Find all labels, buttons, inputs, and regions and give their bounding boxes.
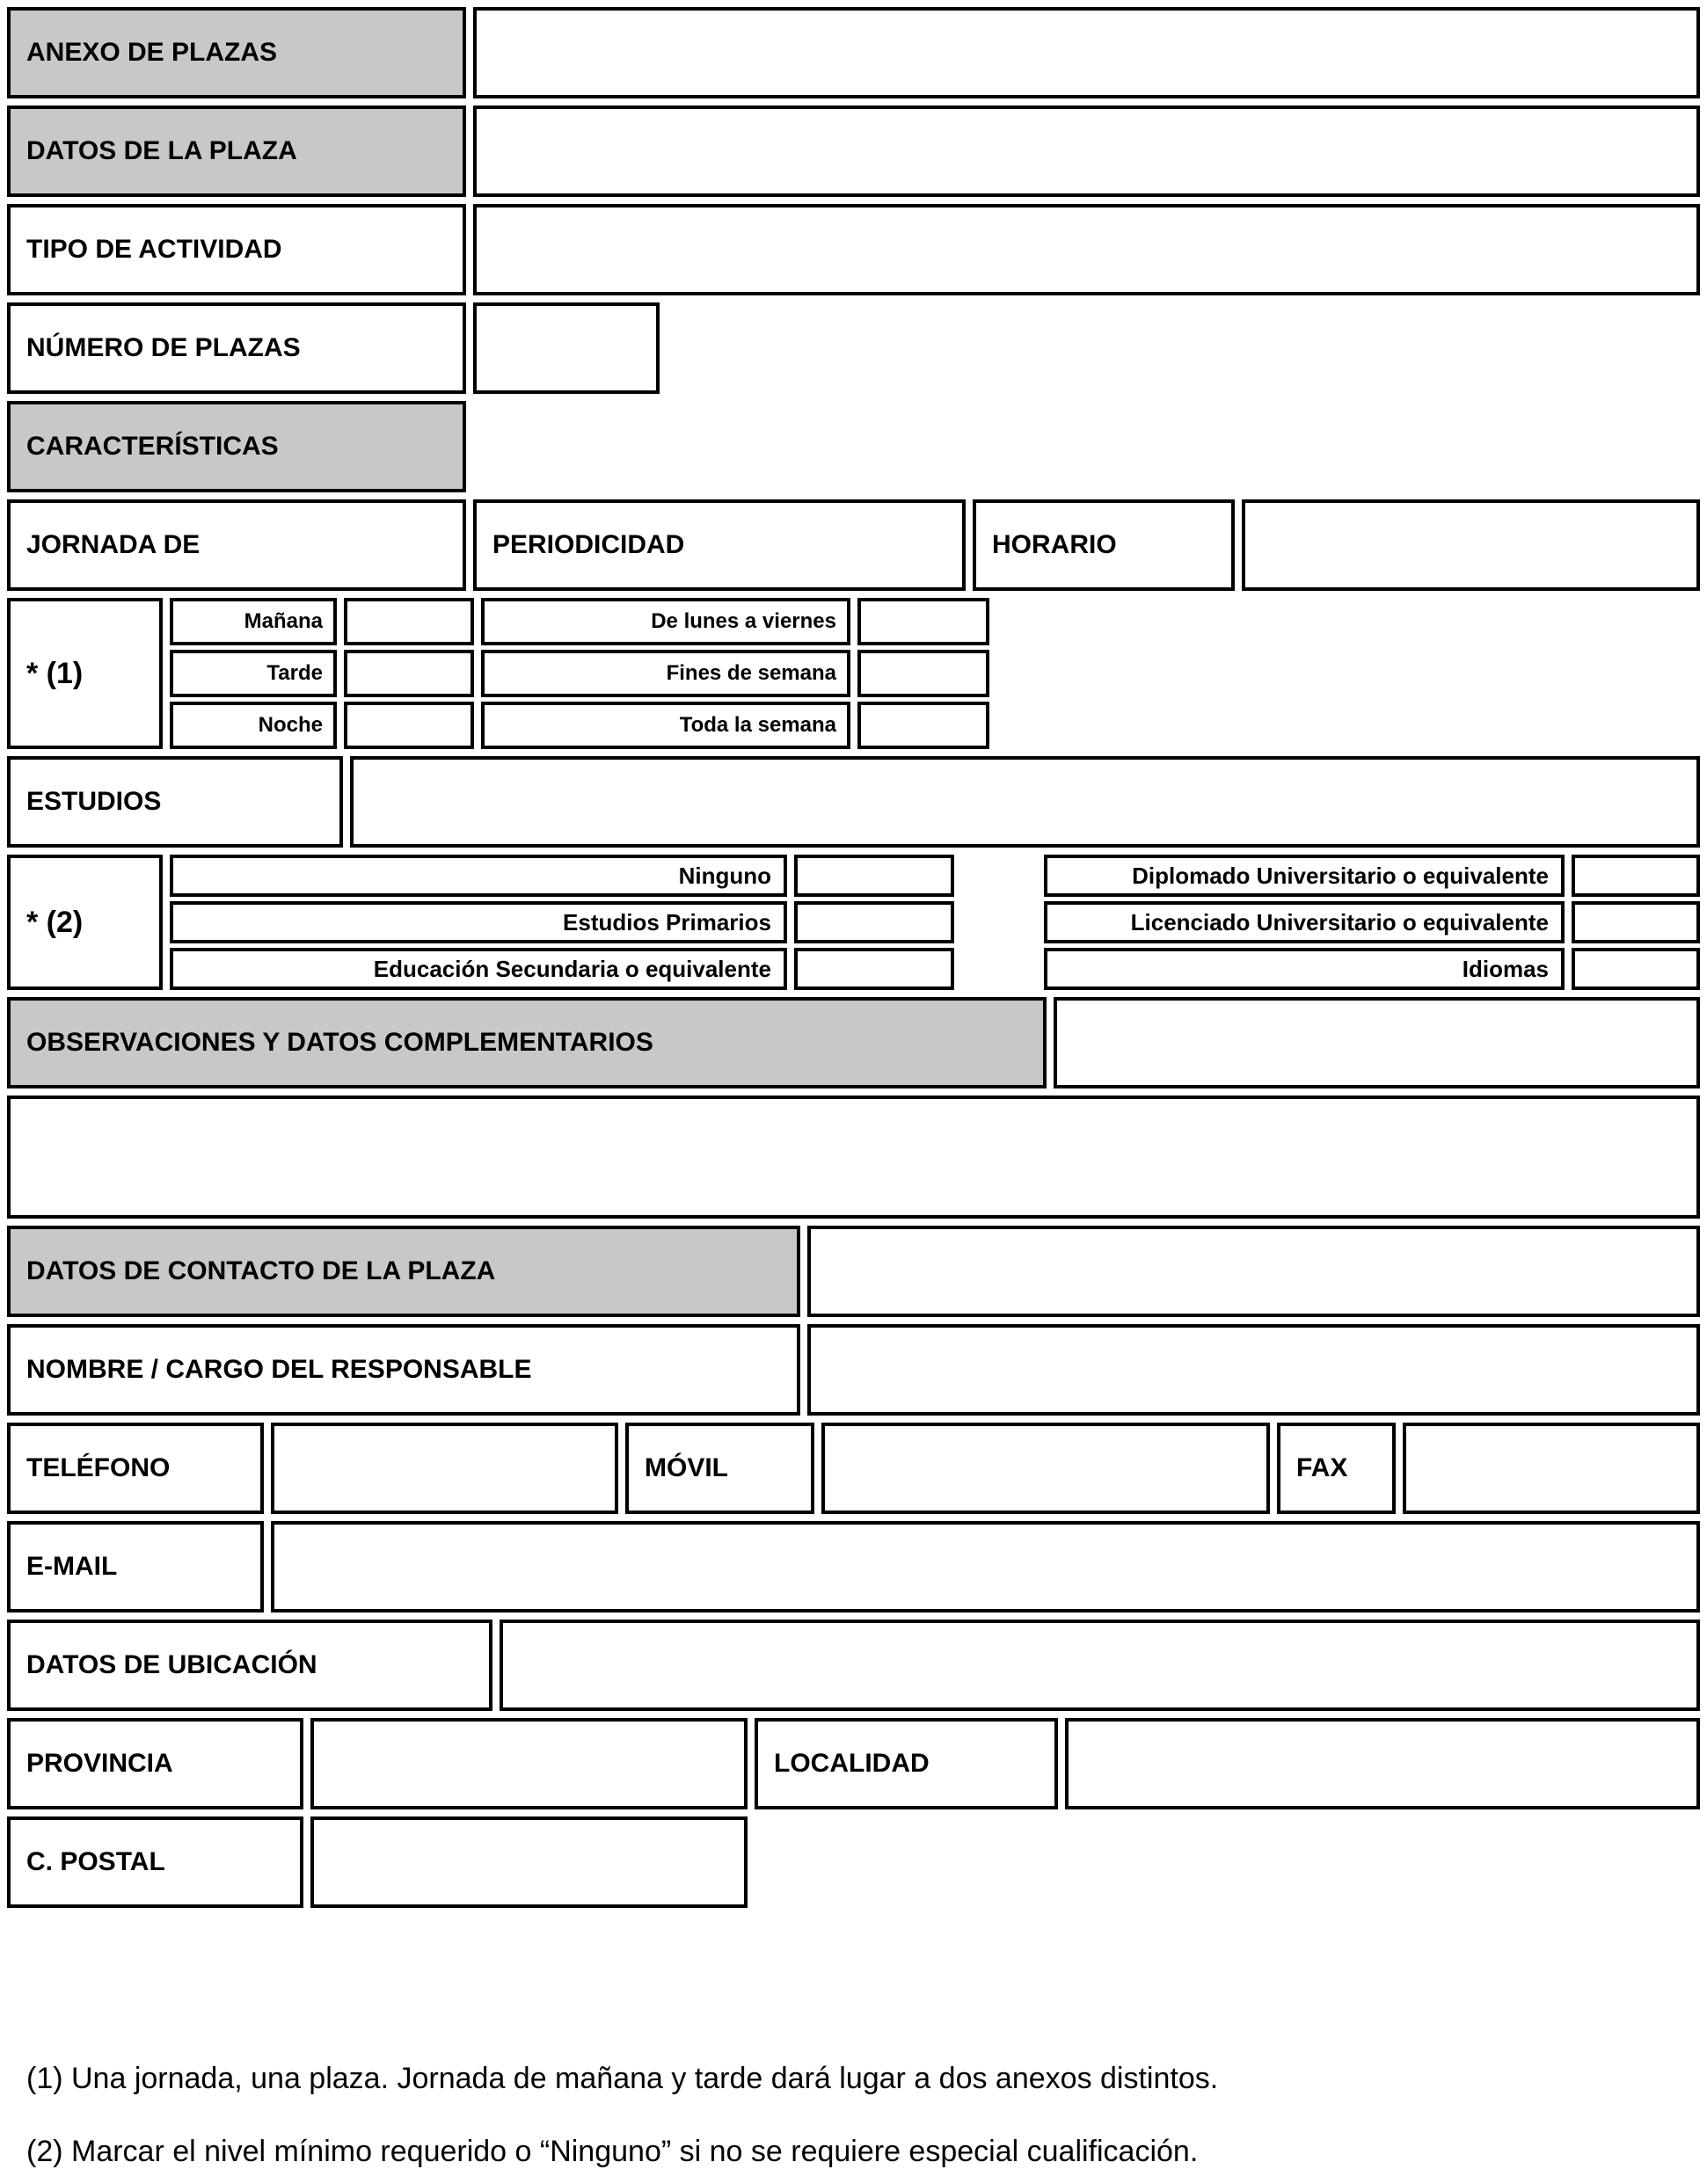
row-codigo-postal <box>7 1816 1700 1908</box>
horario-label: HORARIO <box>973 499 1235 591</box>
idiomas-label: Idiomas <box>1044 948 1565 990</box>
educacion-secundaria-label: Educación Secundaria o equivalente <box>170 948 787 990</box>
row-numero-plazas <box>7 302 1700 394</box>
noche-checkbox[interactable] <box>344 702 474 749</box>
telefono-label: TELÉFONO <box>7 1423 264 1514</box>
toda-la-semana-checkbox[interactable] <box>857 702 989 749</box>
fines-de-semana-label: Fines de semana <box>481 650 850 697</box>
diplomado-checkbox[interactable] <box>1572 855 1700 897</box>
section-header-observaciones: OBSERVACIONES Y DATOS COMPLEMENTARIOS <box>7 997 1047 1088</box>
observaciones-header-field[interactable] <box>1054 997 1700 1088</box>
jornada-marker: * (1) <box>7 598 163 749</box>
row-telefonos <box>7 1423 1700 1514</box>
numero-plazas-input[interactable] <box>473 302 660 394</box>
estudios-primarios-checkbox[interactable] <box>794 901 954 943</box>
lunes-a-viernes-checkbox[interactable] <box>857 598 989 645</box>
numero-plazas-label: NÚMERO DE PLAZAS <box>7 302 466 394</box>
lunes-a-viernes-label: De lunes a viernes <box>481 598 850 645</box>
row-observaciones-area <box>7 1096 1700 1219</box>
email-label: E-MAIL <box>7 1521 264 1613</box>
tipo-actividad-input[interactable] <box>473 204 1700 295</box>
estudios-spacer <box>961 855 1037 897</box>
provincia-input[interactable] <box>310 1718 748 1809</box>
nombre-cargo-input[interactable] <box>807 1324 1700 1416</box>
footnote-2: (2) Marcar el nivel mínimo requerido o “Ninguno” si no se requiere especial cualificación. <box>26 2135 1199 2168</box>
row-observaciones-header <box>7 997 1700 1088</box>
estudios-primarios-label: Estudios Primarios <box>170 901 787 943</box>
movil-input[interactable] <box>821 1423 1270 1514</box>
horario-input[interactable] <box>1242 499 1700 591</box>
footnote-1: (1) Una jornada, una plaza. Jornada de mañana y tarde dará lugar a dos anexos distintos. <box>26 2062 1219 2095</box>
fax-input[interactable] <box>1403 1423 1700 1514</box>
anexo-plazas-field[interactable] <box>473 7 1700 98</box>
datos-ubicacion-field[interactable] <box>500 1620 1700 1711</box>
tarde-label: Tarde <box>170 650 337 697</box>
noche-label: Noche <box>170 702 337 749</box>
row-jornada-periodicidad-horario <box>7 499 1700 591</box>
ninguno-label: Ninguno <box>170 855 787 897</box>
fines-de-semana-checkbox[interactable] <box>857 650 989 697</box>
datos-contacto-field[interactable] <box>807 1226 1700 1317</box>
section-header-datos-plaza: DATOS DE LA PLAZA <box>7 106 466 197</box>
footnotes <box>7 2062 1700 2169</box>
row-datos-contacto <box>7 1226 1700 1317</box>
provincia-label: PROVINCIA <box>7 1718 303 1809</box>
educacion-secundaria-checkbox[interactable] <box>794 948 954 990</box>
row-datos-plaza <box>7 106 1700 197</box>
localidad-input[interactable] <box>1065 1718 1700 1809</box>
section-header-datos-contacto: DATOS DE CONTACTO DE LA PLAZA <box>7 1226 800 1317</box>
tarde-checkbox[interactable] <box>344 650 474 697</box>
licenciado-checkbox[interactable] <box>1572 901 1700 943</box>
jornada-options-grid <box>7 598 1700 749</box>
licenciado-label: Licenciado Universitario o equivalente <box>1044 901 1565 943</box>
row-datos-ubicacion <box>7 1620 1700 1711</box>
estudios-label: ESTUDIOS <box>7 756 343 848</box>
diplomado-label: Diplomado Universitario o equivalente <box>1044 855 1565 897</box>
row-tipo-actividad <box>7 204 1700 295</box>
codigo-postal-input[interactable] <box>310 1816 748 1908</box>
estudios-options-grid <box>7 855 1700 990</box>
email-input[interactable] <box>271 1521 1700 1613</box>
row-estudios <box>7 756 1700 848</box>
section-header-datos-ubicacion: DATOS DE UBICACIÓN <box>7 1620 492 1711</box>
estudios-marker: * (2) <box>7 855 163 990</box>
toda-la-semana-label: Toda la semana <box>481 702 850 749</box>
section-header-anexo-plazas: ANEXO DE PLAZAS <box>7 7 466 98</box>
row-caracteristicas <box>7 401 1700 492</box>
periodicidad-label: PERIODICIDAD <box>473 499 966 591</box>
telefono-input[interactable] <box>271 1423 618 1514</box>
row-anexo-plazas <box>7 7 1700 98</box>
fax-label: FAX <box>1277 1423 1396 1514</box>
estudios-spacer <box>961 901 1037 943</box>
row-email <box>7 1521 1700 1613</box>
codigo-postal-label: C. POSTAL <box>7 1816 303 1908</box>
section-header-caracteristicas: CARACTERÍSTICAS <box>7 401 466 492</box>
jornada-de-label: JORNADA DE <box>7 499 466 591</box>
estudios-spacer <box>961 948 1037 990</box>
manana-label: Mañana <box>170 598 337 645</box>
tipo-actividad-label: TIPO DE ACTIVIDAD <box>7 204 466 295</box>
row-provincia-localidad <box>7 1718 1700 1809</box>
nombre-cargo-label: NOMBRE / CARGO DEL RESPONSABLE <box>7 1324 800 1416</box>
row-nombre-cargo <box>7 1324 1700 1416</box>
localidad-label: LOCALIDAD <box>755 1718 1058 1809</box>
estudios-input[interactable] <box>350 756 1700 848</box>
observaciones-textarea[interactable] <box>7 1096 1700 1219</box>
idiomas-checkbox[interactable] <box>1572 948 1700 990</box>
datos-plaza-field[interactable] <box>473 106 1700 197</box>
movil-label: MÓVIL <box>625 1423 814 1514</box>
ninguno-checkbox[interactable] <box>794 855 954 897</box>
manana-checkbox[interactable] <box>344 598 474 645</box>
